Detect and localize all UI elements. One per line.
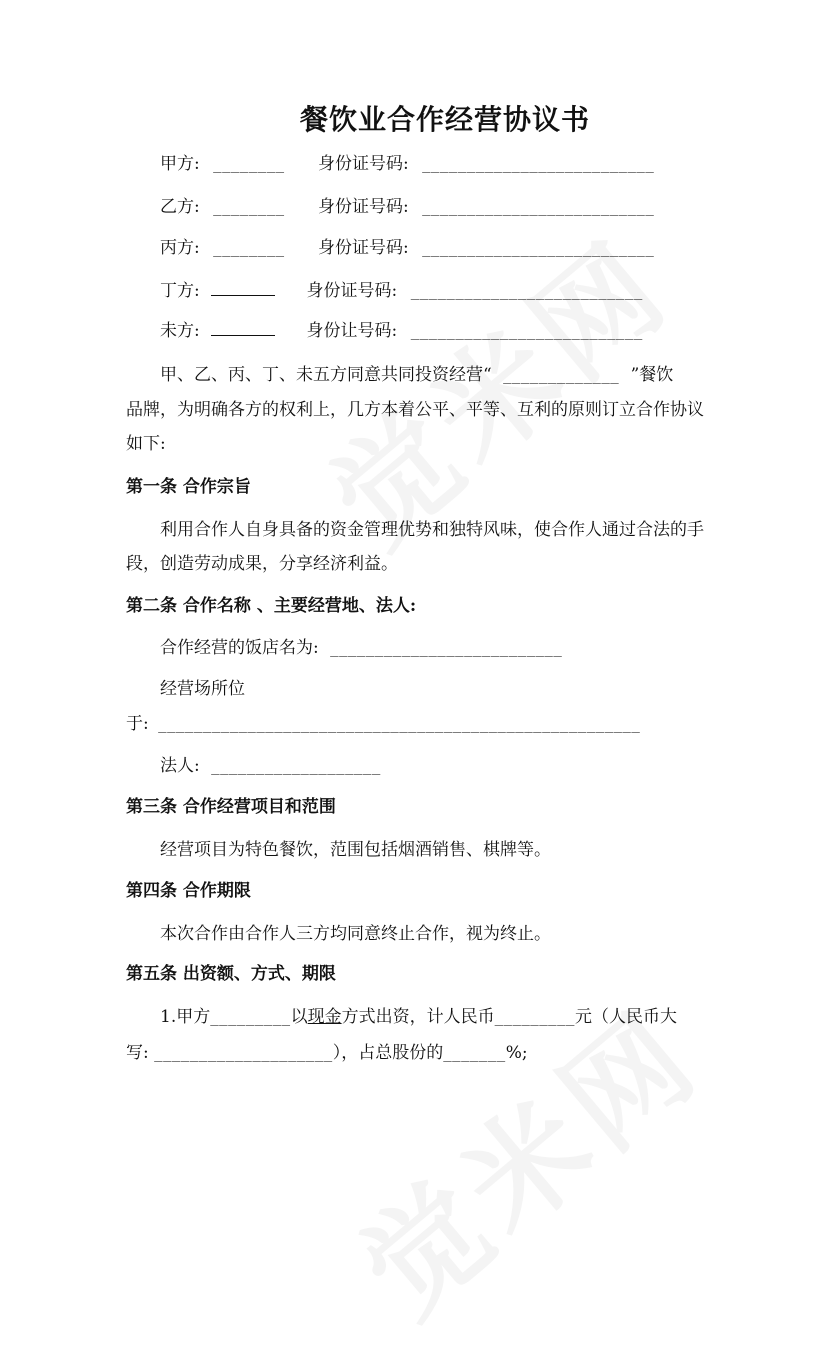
party-label: 乙方: <box>160 197 200 217</box>
share-percent-blank: _______ <box>443 1046 506 1062</box>
id-label: 身份让号码: <box>306 321 398 341</box>
id-label: 身份证号码: <box>306 281 398 301</box>
clause-text: 以 <box>290 1007 308 1027</box>
article-2-heading: 第二条 合作名称 、主要经营地、法人: <box>126 596 417 616</box>
place-blank: ______________________________________________________ <box>158 717 641 733</box>
place-label: 于: <box>126 714 149 734</box>
id-blank: __________________________ <box>422 157 655 173</box>
id-label: 身份证号码: <box>317 238 409 258</box>
brand-blank: _____________ <box>503 368 620 384</box>
clause-text: ），占总股份的 <box>332 1043 444 1063</box>
id-blank: __________________________ <box>410 284 643 300</box>
article-1-heading: 第一条 合作宗旨 <box>126 477 251 497</box>
article-5-line-1 <box>160 1005 677 1030</box>
clause-text: 元（人民币大 <box>574 1007 677 1027</box>
party-row-wei <box>160 319 643 344</box>
place-label-row: 经营场所位 <box>160 679 245 699</box>
legal-person-blank: ___________________ <box>211 759 381 775</box>
article-5-line-2 <box>126 1041 528 1066</box>
restaurant-name-label: 合作经营的饭店名为: <box>160 638 319 658</box>
amount-blank: _________ <box>494 1010 575 1026</box>
party-label: 未方: <box>160 321 200 341</box>
article-5-heading: 第五条 出资额、方式、期限 <box>126 964 336 984</box>
intro-line-3: 如下: <box>126 434 166 454</box>
clause-text: 1.甲方 <box>160 1007 211 1027</box>
legal-person-row <box>160 754 381 779</box>
id-blank: __________________________ <box>422 200 655 216</box>
intro-text: ”餐饮 <box>630 365 674 385</box>
article-1-line-2: 段，创造劳动成果，分享经济利益。 <box>126 554 398 574</box>
article-3-heading: 第三条 合作经营项目和范围 <box>126 797 336 817</box>
party-name-blank <box>211 279 275 296</box>
party-label: 甲方: <box>160 154 200 174</box>
cash-underlined: 现金 <box>307 1007 342 1027</box>
restaurant-name-blank: __________________________ <box>330 641 563 657</box>
party-row-jia <box>160 152 654 177</box>
clause-text: 方式出资，计人民币 <box>341 1007 495 1027</box>
article-4-line-1: 本次合作由合作人三方均同意终止合作，视为终止。 <box>160 924 551 944</box>
party-row-ding <box>160 279 643 304</box>
id-label: 身份证号码: <box>317 154 409 174</box>
restaurant-name-row <box>160 636 562 661</box>
party-row-bing <box>160 236 654 261</box>
intro-line-2: 品牌，为明确各方的权利上，几方本着公平、平等、互利的原则订立合作协议 <box>126 400 704 420</box>
id-blank: __________________________ <box>422 241 655 257</box>
document-title: 餐饮业合作经营协议书 <box>299 103 590 136</box>
id-blank: __________________________ <box>410 324 643 340</box>
id-label: 身份证号码: <box>317 197 409 217</box>
article-3-line-1: 经营项目为特色餐饮，范围包括烟酒销售、棋牌等。 <box>160 840 551 860</box>
amount-capital-blank: ____________________ <box>154 1046 333 1062</box>
clause-text: 写: <box>126 1043 149 1063</box>
intro-line-1 <box>160 363 673 388</box>
place-row <box>126 712 640 737</box>
investor-blank: _________ <box>210 1010 291 1026</box>
intro-text: 甲、乙、丙、丁、未五方同意共同投资经营“ <box>160 365 492 385</box>
party-name-blank: ________ <box>213 241 285 257</box>
party-label: 丁方: <box>160 281 200 301</box>
article-1-line-1: 利用合作人自身具备的资金管理优势和独特风味，使合作人通过合法的手 <box>160 520 704 540</box>
party-label: 丙方: <box>160 238 200 258</box>
legal-person-label: 法人: <box>160 756 200 776</box>
party-row-yi <box>160 195 654 220</box>
party-name-blank <box>211 319 275 336</box>
party-name-blank: ________ <box>213 157 285 173</box>
article-4-heading: 第四条 合作期限 <box>126 881 251 901</box>
party-name-blank: ________ <box>213 200 285 216</box>
clause-text: %; <box>505 1043 528 1063</box>
